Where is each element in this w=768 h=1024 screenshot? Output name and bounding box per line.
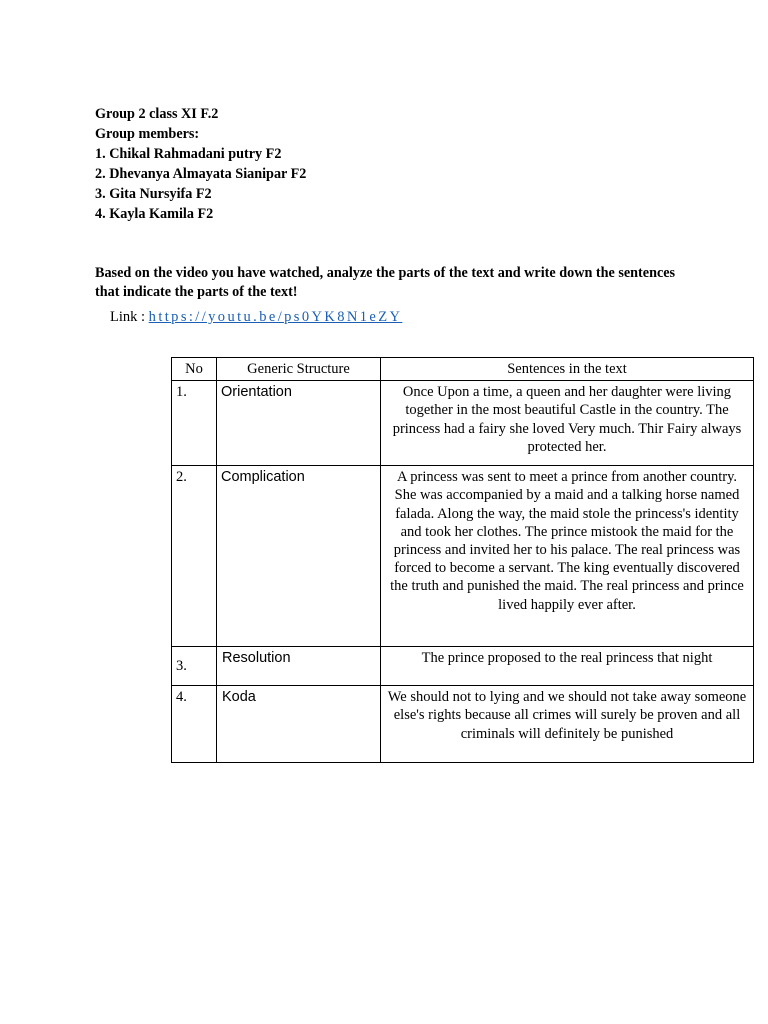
row-structure: Orientation — [217, 381, 381, 466]
row-sentence: We should not to lying and we should not take away someone else's rights because all crimes will surely be proven and all criminals will definitely be punished — [381, 686, 754, 763]
row-number: 1. — [172, 381, 217, 466]
group-info — [95, 104, 306, 224]
row-structure: Complication — [217, 466, 381, 647]
row-number: 2. — [172, 466, 217, 647]
row-sentence: Once Upon a time, a queen and her daughter were living together in the most beautiful Castle in the country. The princess had a fairy she loved Very much. Thir Fairy always protected her. — [381, 381, 754, 466]
header-generic-structure: Generic Structure — [217, 358, 381, 381]
row-number: 3. — [172, 647, 217, 686]
row-number: 4. — [172, 686, 217, 763]
video-link-line — [110, 309, 402, 326]
group-class-line: Group 2 class XI F.2 — [95, 106, 219, 122]
generic-structure-table — [171, 357, 754, 763]
table-header-row — [172, 358, 754, 381]
row-structure: Koda — [217, 686, 381, 763]
link-label: Link : — [110, 309, 149, 325]
assignment-instruction: Based on the video you have watched, analyze the parts of the text and write down the sentences that indicate the parts of the text! — [95, 265, 676, 300]
table-row — [172, 381, 754, 466]
table-row — [172, 466, 754, 647]
header-no: No — [172, 358, 217, 381]
table-row — [172, 647, 754, 686]
group-member: 4. Kayla Kamila F2 — [95, 206, 214, 222]
row-sentence: A princess was sent to meet a prince from another country. She was accompanied by a maid and a talking horse named falada. Along the way, the maid stole the princess's identity and took her clothes. The prince mistook the maid for the princess and invited her to his palace. The real princess was forced to become a servant. The king eventually discovered the truth and punished the maid. The real princess and prince lived happily ever after. — [381, 466, 754, 647]
video-link[interactable]: https://youtu.be/ps0YK8N1eZY — [148, 309, 403, 325]
table-row — [172, 686, 754, 763]
group-member: 2. Dhevanya Almayata Sianipar F2 — [95, 166, 307, 182]
group-member: 3. Gita Nursyifa F2 — [95, 186, 212, 202]
group-members-label: Group members: — [95, 126, 200, 142]
row-sentence: The prince proposed to the real princess that night — [381, 647, 754, 686]
header-sentences: Sentences in the text — [381, 358, 754, 381]
row-structure: Resolution — [217, 647, 381, 686]
group-member: 1. Chikal Rahmadani putry F2 — [95, 146, 282, 162]
